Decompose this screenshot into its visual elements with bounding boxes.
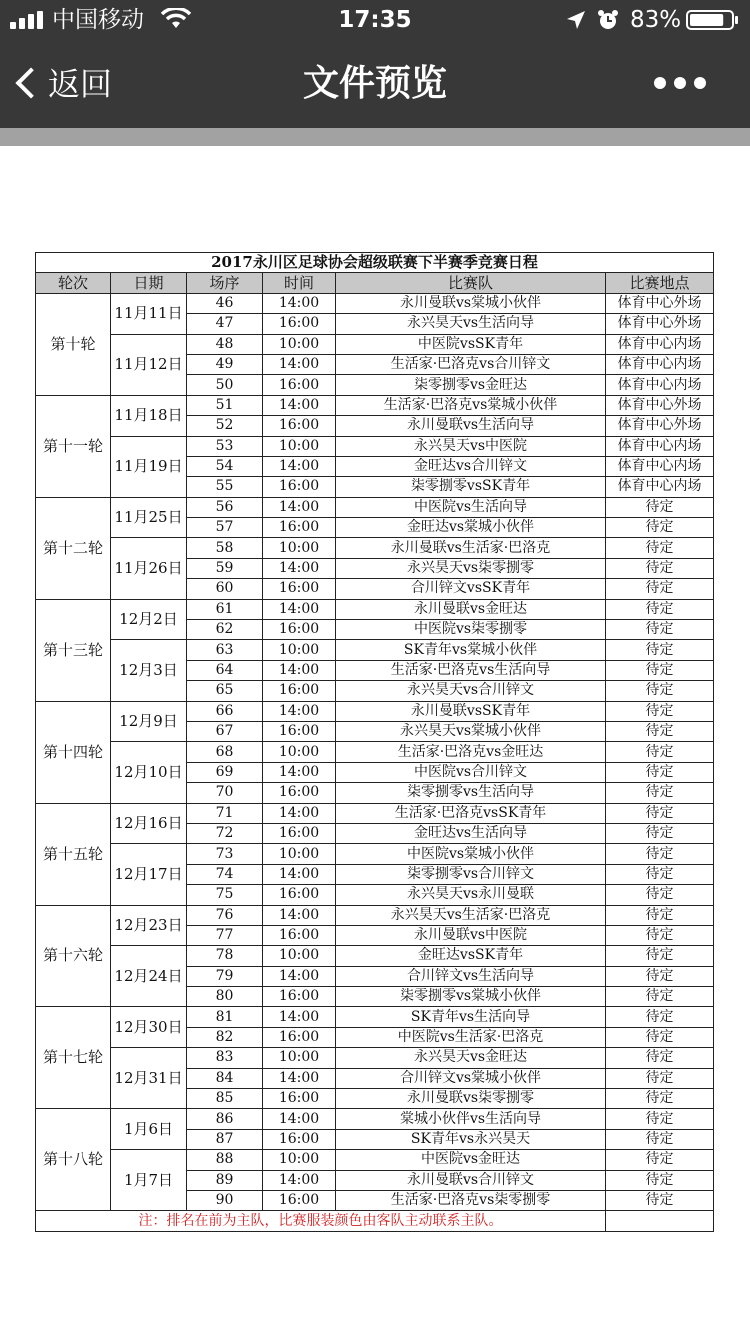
- table-row: [36, 599, 714, 619]
- match-no-cell: 58: [187, 538, 263, 558]
- teams-cell: 中医院vs金旺达: [336, 1150, 606, 1170]
- back-button[interactable]: [20, 40, 112, 128]
- time-cell: 14:00: [263, 1068, 336, 1088]
- time-cell: 14:00: [263, 497, 336, 517]
- round-cell: 第十三轮: [36, 599, 111, 701]
- match-no-cell: 78: [187, 946, 263, 966]
- time-cell: 14:00: [263, 966, 336, 986]
- match-no-cell: 69: [187, 762, 263, 782]
- time-cell: 16:00: [263, 1089, 336, 1109]
- venue-cell: 待定: [606, 1109, 714, 1129]
- venue-cell: 待定: [606, 925, 714, 945]
- match-no-cell: 50: [187, 375, 263, 395]
- match-no-cell: 89: [187, 1170, 263, 1190]
- teams-cell: 生活家·巴洛克vs合川锌文: [336, 354, 606, 374]
- time-cell: 10:00: [263, 742, 336, 762]
- table-row: [36, 1048, 714, 1068]
- date-cell: 11月19日: [111, 436, 187, 497]
- time-cell: 14:00: [263, 293, 336, 313]
- time-cell: 16:00: [263, 579, 336, 599]
- match-no-cell: 46: [187, 293, 263, 313]
- match-no-cell: 64: [187, 660, 263, 680]
- match-no-cell: 49: [187, 354, 263, 374]
- match-no-cell: 74: [187, 864, 263, 884]
- venue-cell: 待定: [606, 823, 714, 843]
- time-cell: 14:00: [263, 1007, 336, 1027]
- teams-cell: 柒零捌零vsSK青年: [336, 477, 606, 497]
- time-cell: 14:00: [263, 456, 336, 476]
- teams-cell: 永川曼联vs中医院: [336, 925, 606, 945]
- match-no-cell: 55: [187, 477, 263, 497]
- nav-shadow: [0, 128, 750, 146]
- clock-time: 17:35: [338, 7, 412, 33]
- teams-cell: 中医院vs柒零捌零: [336, 620, 606, 640]
- teams-cell: 永兴昊天vs合川锌文: [336, 681, 606, 701]
- teams-cell: 中医院vs合川锌文: [336, 762, 606, 782]
- time-cell: 16:00: [263, 987, 336, 1007]
- carrier-name: 中国移动: [52, 7, 144, 33]
- venue-cell: 待定: [606, 864, 714, 884]
- match-no-cell: 88: [187, 1150, 263, 1170]
- table-row: [36, 905, 714, 925]
- venue-cell: 待定: [606, 538, 714, 558]
- match-no-cell: 87: [187, 1129, 263, 1149]
- match-no-cell: 75: [187, 885, 263, 905]
- date-cell: 12月23日: [111, 905, 187, 946]
- venue-cell: 体育中心内场: [606, 436, 714, 456]
- venue-cell: 体育中心外场: [606, 314, 714, 334]
- back-label: 返回: [48, 65, 113, 103]
- table-row: [36, 436, 714, 456]
- teams-cell: 生活家·巴洛克vs棠城小伙伴: [336, 395, 606, 415]
- schedule-table: [35, 252, 714, 1232]
- schedule-title: 2017永川区足球协会超级联赛下半赛季竞赛日程: [36, 253, 714, 273]
- schedule-body: [36, 293, 714, 1211]
- teams-cell: 永川曼联vs金旺达: [336, 599, 606, 619]
- time-cell: 14:00: [263, 354, 336, 374]
- venue-cell: 待定: [606, 579, 714, 599]
- teams-cell: 永兴昊天vs生活家·巴洛克: [336, 905, 606, 925]
- time-cell: 10:00: [263, 1150, 336, 1170]
- battery-icon: [686, 10, 740, 30]
- teams-cell: 永兴昊天vs中医院: [336, 436, 606, 456]
- status-bar: [0, 0, 750, 40]
- venue-cell: 待定: [606, 783, 714, 803]
- time-cell: 10:00: [263, 334, 336, 354]
- table-row: [36, 395, 714, 415]
- chevron-left-icon: [15, 67, 46, 98]
- more-button[interactable]: [654, 74, 724, 94]
- note-empty-cell: [606, 1211, 714, 1231]
- venue-cell: 待定: [606, 497, 714, 517]
- venue-cell: 待定: [606, 640, 714, 660]
- time-cell: 16:00: [263, 375, 336, 395]
- time-cell: 10:00: [263, 640, 336, 660]
- venue-cell: 待定: [606, 660, 714, 680]
- time-cell: 10:00: [263, 538, 336, 558]
- match-no-cell: 51: [187, 395, 263, 415]
- time-cell: 16:00: [263, 314, 336, 334]
- round-cell: 第十七轮: [36, 1007, 111, 1109]
- teams-cell: 中医院vs棠城小伙伴: [336, 844, 606, 864]
- teams-cell: 金旺达vs生活向导: [336, 823, 606, 843]
- time-cell: 16:00: [263, 477, 336, 497]
- venue-cell: 待定: [606, 1129, 714, 1149]
- more-icon-dot: [674, 77, 686, 89]
- header-venue: 比赛地点: [606, 273, 714, 293]
- teams-cell: 永兴昊天vs永川曼联: [336, 885, 606, 905]
- match-no-cell: 82: [187, 1027, 263, 1047]
- table-row: [36, 701, 714, 721]
- time-cell: 16:00: [263, 1129, 336, 1149]
- time-cell: 14:00: [263, 395, 336, 415]
- table-row: [36, 742, 714, 762]
- teams-cell: 永兴昊天vs金旺达: [336, 1048, 606, 1068]
- teams-cell: 合川锌文vs棠城小伙伴: [336, 1068, 606, 1088]
- time-cell: 16:00: [263, 681, 336, 701]
- round-cell: 第十轮: [36, 293, 111, 395]
- teams-cell: SK青年vs棠城小伙伴: [336, 640, 606, 660]
- teams-cell: 永兴昊天vs生活向导: [336, 314, 606, 334]
- round-cell: 第十四轮: [36, 701, 111, 803]
- table-row: [36, 803, 714, 823]
- venue-cell: 体育中心内场: [606, 334, 714, 354]
- time-cell: 16:00: [263, 925, 336, 945]
- teams-cell: 生活家·巴洛克vs生活向导: [336, 660, 606, 680]
- date-cell: 1月7日: [111, 1150, 187, 1211]
- header-time: 时间: [263, 273, 336, 293]
- date-cell: 12月17日: [111, 844, 187, 905]
- time-cell: 16:00: [263, 885, 336, 905]
- venue-cell: 体育中心内场: [606, 354, 714, 374]
- time-cell: 16:00: [263, 416, 336, 436]
- header-round: 轮次: [36, 273, 111, 293]
- location-arrow-icon: [566, 10, 586, 30]
- venue-cell: 体育中心内场: [606, 375, 714, 395]
- teams-cell: 柒零捌零vs合川锌文: [336, 864, 606, 884]
- venue-cell: 待定: [606, 966, 714, 986]
- battery-percent: 83%: [630, 7, 682, 33]
- teams-cell: 永川曼联vs生活家·巴洛克: [336, 538, 606, 558]
- date-cell: 12月3日: [111, 640, 187, 701]
- match-no-cell: 65: [187, 681, 263, 701]
- time-cell: 14:00: [263, 701, 336, 721]
- teams-cell: 永兴昊天vs柒零捌零: [336, 558, 606, 578]
- time-cell: 14:00: [263, 803, 336, 823]
- date-cell: 12月31日: [111, 1048, 187, 1109]
- match-no-cell: 84: [187, 1068, 263, 1088]
- teams-cell: 中医院vs生活家·巴洛克: [336, 1027, 606, 1047]
- teams-cell: SK青年vs永兴昊天: [336, 1129, 606, 1149]
- match-no-cell: 53: [187, 436, 263, 456]
- date-cell: 11月18日: [111, 395, 187, 436]
- alarm-icon: [597, 9, 619, 31]
- time-cell: 16:00: [263, 620, 336, 640]
- round-cell: 第十一轮: [36, 395, 111, 497]
- venue-cell: 待定: [606, 844, 714, 864]
- time-cell: 10:00: [263, 436, 336, 456]
- time-cell: 14:00: [263, 762, 336, 782]
- teams-cell: SK青年vs生活向导: [336, 1007, 606, 1027]
- teams-cell: 金旺达vsSK青年: [336, 946, 606, 966]
- venue-cell: 体育中心外场: [606, 395, 714, 415]
- table-row: [36, 334, 714, 354]
- time-cell: 14:00: [263, 864, 336, 884]
- note-row: [36, 1211, 714, 1231]
- venue-cell: 待定: [606, 1007, 714, 1027]
- table-row: [36, 1109, 714, 1129]
- time-cell: 16:00: [263, 1190, 336, 1210]
- more-icon: [654, 77, 666, 89]
- venue-cell: 待定: [606, 905, 714, 925]
- round-cell: 第十八轮: [36, 1109, 111, 1211]
- venue-cell: 待定: [606, 987, 714, 1007]
- teams-cell: 中医院vs生活向导: [336, 497, 606, 517]
- more-icon-dot: [694, 77, 706, 89]
- venue-cell: 体育中心内场: [606, 477, 714, 497]
- date-cell: 12月10日: [111, 742, 187, 803]
- time-cell: 14:00: [263, 905, 336, 925]
- table-row: [36, 640, 714, 660]
- teams-cell: 生活家·巴洛克vsSK青年: [336, 803, 606, 823]
- time-cell: 16:00: [263, 721, 336, 741]
- time-cell: 16:00: [263, 823, 336, 843]
- match-no-cell: 71: [187, 803, 263, 823]
- date-cell: 12月2日: [111, 599, 187, 640]
- match-no-cell: 70: [187, 783, 263, 803]
- round-cell: 第十六轮: [36, 905, 111, 1007]
- teams-cell: 生活家·巴洛克vs柒零捌零: [336, 1190, 606, 1210]
- match-no-cell: 48: [187, 334, 263, 354]
- time-cell: 14:00: [263, 660, 336, 680]
- date-cell: 12月9日: [111, 701, 187, 742]
- header-teams: 比赛队: [336, 273, 606, 293]
- match-no-cell: 52: [187, 416, 263, 436]
- table-row: [36, 1007, 714, 1027]
- venue-cell: 待定: [606, 803, 714, 823]
- match-no-cell: 59: [187, 558, 263, 578]
- match-no-cell: 62: [187, 620, 263, 640]
- teams-cell: 柒零捌零vs棠城小伙伴: [336, 987, 606, 1007]
- venue-cell: 待定: [606, 762, 714, 782]
- note-text: 注：排名在前为主队，比赛服装颜色由客队主动联系主队。: [36, 1211, 606, 1231]
- venue-cell: 待定: [606, 946, 714, 966]
- match-no-cell: 68: [187, 742, 263, 762]
- header-match-no: 场序: [187, 273, 263, 293]
- match-no-cell: 60: [187, 579, 263, 599]
- venue-cell: 待定: [606, 681, 714, 701]
- match-no-cell: 47: [187, 314, 263, 334]
- date-cell: 11月12日: [111, 334, 187, 395]
- match-no-cell: 85: [187, 1089, 263, 1109]
- venue-cell: 待定: [606, 518, 714, 538]
- teams-cell: 柒零捌零vs金旺达: [336, 375, 606, 395]
- time-cell: 10:00: [263, 1048, 336, 1068]
- venue-cell: 待定: [606, 599, 714, 619]
- venue-cell: 待定: [606, 721, 714, 741]
- teams-cell: 合川锌文vsSK青年: [336, 579, 606, 599]
- venue-cell: 待定: [606, 1089, 714, 1109]
- nav-bar: [0, 40, 750, 128]
- venue-cell: 待定: [606, 1150, 714, 1170]
- header-date: 日期: [111, 273, 187, 293]
- teams-cell: 永川曼联vs柒零捌零: [336, 1089, 606, 1109]
- round-cell: 第十五轮: [36, 803, 111, 905]
- venue-cell: 待定: [606, 1027, 714, 1047]
- date-cell: 12月30日: [111, 1007, 187, 1048]
- table-row: [36, 844, 714, 864]
- teams-cell: 金旺达vs棠城小伙伴: [336, 518, 606, 538]
- teams-cell: 金旺达vs合川锌文: [336, 456, 606, 476]
- venue-cell: 待定: [606, 1048, 714, 1068]
- time-cell: 14:00: [263, 558, 336, 578]
- match-no-cell: 81: [187, 1007, 263, 1027]
- time-cell: 16:00: [263, 1027, 336, 1047]
- match-no-cell: 54: [187, 456, 263, 476]
- venue-cell: 待定: [606, 742, 714, 762]
- round-cell: 第十二轮: [36, 497, 111, 599]
- venue-cell: 待定: [606, 558, 714, 578]
- table-row: [36, 293, 714, 313]
- teams-cell: 中医院vsSK青年: [336, 334, 606, 354]
- date-cell: 1月6日: [111, 1109, 187, 1150]
- teams-cell: 永兴昊天vs棠城小伙伴: [336, 721, 606, 741]
- date-cell: 12月24日: [111, 946, 187, 1007]
- date-cell: 12月16日: [111, 803, 187, 844]
- teams-cell: 棠城小伙伴vs生活向导: [336, 1109, 606, 1129]
- match-no-cell: 73: [187, 844, 263, 864]
- match-no-cell: 83: [187, 1048, 263, 1068]
- table-row: [36, 538, 714, 558]
- match-no-cell: 90: [187, 1190, 263, 1210]
- table-row: [36, 497, 714, 517]
- venue-cell: 待定: [606, 885, 714, 905]
- match-no-cell: 66: [187, 701, 263, 721]
- match-no-cell: 56: [187, 497, 263, 517]
- match-no-cell: 63: [187, 640, 263, 660]
- time-cell: 10:00: [263, 844, 336, 864]
- date-cell: 11月26日: [111, 538, 187, 599]
- match-no-cell: 67: [187, 721, 263, 741]
- venue-cell: 待定: [606, 620, 714, 640]
- teams-cell: 永川曼联vsSK青年: [336, 701, 606, 721]
- page-title: 文件预览: [302, 63, 447, 104]
- time-cell: 14:00: [263, 599, 336, 619]
- match-no-cell: 57: [187, 518, 263, 538]
- venue-cell: 体育中心外场: [606, 416, 714, 436]
- venue-cell: 待定: [606, 1190, 714, 1210]
- match-no-cell: 61: [187, 599, 263, 619]
- time-cell: 16:00: [263, 783, 336, 803]
- venue-cell: 待定: [606, 701, 714, 721]
- table-row: [36, 1150, 714, 1170]
- time-cell: 10:00: [263, 946, 336, 966]
- match-no-cell: 72: [187, 823, 263, 843]
- match-no-cell: 76: [187, 905, 263, 925]
- match-no-cell: 86: [187, 1109, 263, 1129]
- time-cell: 16:00: [263, 518, 336, 538]
- teams-cell: 永川曼联vs合川锌文: [336, 1170, 606, 1190]
- venue-cell: 待定: [606, 1170, 714, 1190]
- time-cell: 14:00: [263, 1170, 336, 1190]
- teams-cell: 柒零捌零vs生活向导: [336, 783, 606, 803]
- header-row: [36, 273, 714, 293]
- venue-cell: 体育中心内场: [606, 456, 714, 476]
- teams-cell: 永川曼联vs生活向导: [336, 416, 606, 436]
- match-no-cell: 77: [187, 925, 263, 945]
- table-row: [36, 946, 714, 966]
- teams-cell: 永川曼联vs棠城小伙伴: [336, 293, 606, 313]
- teams-cell: 生活家·巴洛克vs金旺达: [336, 742, 606, 762]
- venue-cell: 待定: [606, 1068, 714, 1088]
- venue-cell: 体育中心外场: [606, 293, 714, 313]
- teams-cell: 合川锌文vs生活向导: [336, 966, 606, 986]
- time-cell: 14:00: [263, 1109, 336, 1129]
- match-no-cell: 80: [187, 987, 263, 1007]
- match-no-cell: 79: [187, 966, 263, 986]
- date-cell: 11月11日: [111, 293, 187, 334]
- date-cell: 11月25日: [111, 497, 187, 538]
